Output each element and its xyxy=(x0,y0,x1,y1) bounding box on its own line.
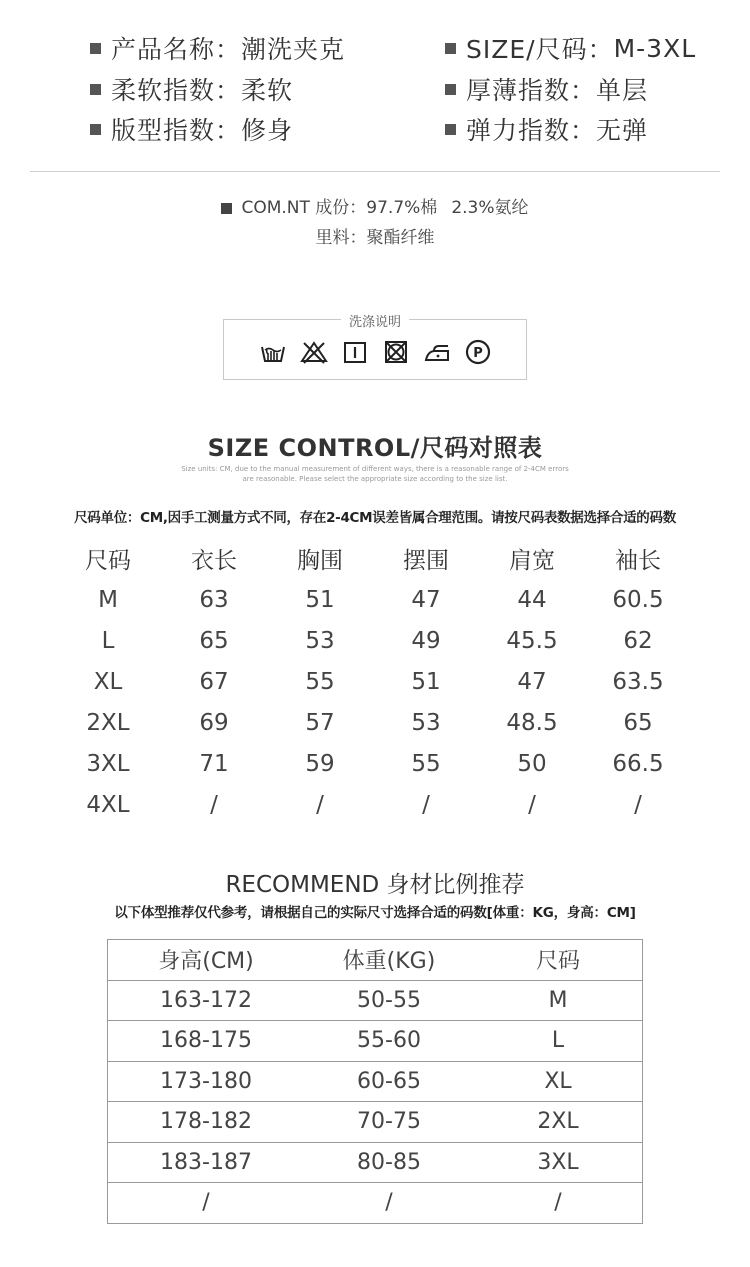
table-cell: 49 xyxy=(411,627,441,654)
dry-clean-p-icon xyxy=(464,338,492,366)
table-row xyxy=(55,661,691,702)
table-row xyxy=(108,981,642,1022)
hang-dry-icon xyxy=(341,338,369,366)
composition-lining: 里料：聚酯纤维 xyxy=(315,228,435,248)
recommend-header-cell: 身高(CM) xyxy=(158,949,254,975)
do-not-bleach-icon xyxy=(300,338,328,366)
recommend-table-header xyxy=(108,940,642,981)
size-control-subtitle-line: Size units: CM, due to the manual measurement of different ways, there is a reasonable range of 2-4CM errors xyxy=(181,465,569,473)
size-control-subtitle xyxy=(0,464,750,484)
table-cell: / xyxy=(210,791,218,818)
composition-spandex: 2.3%氨纶 xyxy=(451,198,529,218)
table-cell: 55-60 xyxy=(357,1028,421,1054)
spec-key: SIZE/尺码： xyxy=(466,35,614,64)
table-cell: 3XL xyxy=(537,1149,579,1175)
size-table-header-cell: 胸围 xyxy=(297,548,343,574)
bullet-square-icon xyxy=(221,203,232,214)
spec-key: 弹力指数： xyxy=(466,116,597,145)
iron-low-icon xyxy=(423,338,451,366)
composition-cotton: 97.7%棉 xyxy=(366,198,438,218)
table-row xyxy=(55,702,691,743)
table-row xyxy=(55,784,691,825)
table-cell: 63 xyxy=(199,586,229,613)
table-cell: 50 xyxy=(517,750,547,777)
table-cell: 51 xyxy=(305,586,335,613)
table-cell: 51 xyxy=(411,668,441,695)
hand-wash-icon xyxy=(259,338,287,366)
recommend-note: 以下体型推荐仅代参考，请根据自己的实际尺寸选择合适的码数[体重：KG，身高：CM] xyxy=(114,905,636,921)
table-cell: 65 xyxy=(199,627,229,654)
spec-value: 潮洗夹克 xyxy=(241,35,346,64)
table-cell: L xyxy=(551,1028,565,1054)
spec-product-name xyxy=(90,28,345,68)
table-row xyxy=(55,620,691,661)
size-control-note: 尺码单位：CM,因手工测量方式不同，存在2-4CM误差皆属合理范围。请按尺码表数据选择合适的码数 xyxy=(74,510,676,526)
table-cell: 4XL xyxy=(86,791,130,818)
table-cell: 47 xyxy=(517,668,547,695)
washing-instructions xyxy=(223,315,527,380)
composition xyxy=(0,193,750,253)
table-cell: 173-180 xyxy=(160,1068,252,1094)
bullet-square-icon xyxy=(90,84,101,95)
size-table-header-cell: 袖长 xyxy=(615,548,661,574)
table-cell: M xyxy=(548,987,568,1013)
spec-value: 柔软 xyxy=(241,76,294,105)
recommend-table xyxy=(107,939,643,1224)
recommend-title: RECOMMEND 身材比例推荐 xyxy=(225,872,525,898)
do-not-tumble-dry-icon xyxy=(382,338,410,366)
table-cell: 44 xyxy=(517,586,547,613)
table-cell: / xyxy=(316,791,324,818)
spec-fit xyxy=(90,109,293,149)
recommend-header-cell: 体重(KG) xyxy=(342,949,436,975)
table-cell: 60.5 xyxy=(612,586,664,613)
spec-key: 柔软指数： xyxy=(111,76,242,105)
table-cell: 53 xyxy=(411,709,441,736)
table-cell: 66.5 xyxy=(612,750,664,777)
spec-value: M-3XL xyxy=(613,33,697,63)
spec-value: 修身 xyxy=(241,116,294,145)
size-table-header xyxy=(55,538,691,579)
table-cell: 60-65 xyxy=(357,1068,421,1094)
table-cell: / xyxy=(554,1190,562,1216)
table-cell: 63.5 xyxy=(612,668,664,695)
composition-label: COM.NT 成份： xyxy=(241,198,367,218)
table-cell: / xyxy=(634,791,642,818)
spec-key: 产品名称： xyxy=(111,35,242,64)
table-cell: 62 xyxy=(623,627,653,654)
table-cell: 69 xyxy=(199,709,229,736)
table-cell: 59 xyxy=(305,750,335,777)
recommend-header-cell: 尺码 xyxy=(535,949,580,975)
divider xyxy=(30,171,720,172)
table-cell: 55 xyxy=(305,668,335,695)
table-cell: 3XL xyxy=(86,750,130,777)
table-cell: XL xyxy=(544,1068,572,1094)
table-cell: / xyxy=(422,791,430,818)
table-cell: 53 xyxy=(305,627,335,654)
table-cell: 70-75 xyxy=(357,1109,421,1135)
spec-thickness xyxy=(445,69,648,109)
table-cell: 71 xyxy=(199,750,229,777)
table-row xyxy=(108,1062,642,1103)
table-cell: XL xyxy=(93,668,123,695)
bullet-square-icon xyxy=(445,124,456,135)
table-row xyxy=(108,1183,642,1224)
table-cell: 57 xyxy=(305,709,335,736)
bullet-square-icon xyxy=(90,124,101,135)
size-table-header-cell: 尺码 xyxy=(85,548,131,574)
bullet-square-icon xyxy=(445,84,456,95)
size-table-header-cell: 肩宽 xyxy=(509,548,555,574)
table-row xyxy=(108,1143,642,1184)
table-cell: 67 xyxy=(199,668,229,695)
table-cell: 168-175 xyxy=(160,1028,252,1054)
table-cell: 50-55 xyxy=(357,987,421,1013)
spec-softness xyxy=(90,69,293,109)
product-specs xyxy=(0,22,750,145)
table-cell: 45.5 xyxy=(506,627,558,654)
spec-value: 无弹 xyxy=(596,116,649,145)
table-cell: 183-187 xyxy=(160,1149,252,1175)
table-cell: L xyxy=(101,627,115,654)
table-cell: 55 xyxy=(411,750,441,777)
size-control-title: SIZE CONTROL/尺码对照表 xyxy=(207,434,543,462)
table-row xyxy=(55,579,691,620)
spec-value: 单层 xyxy=(596,76,649,105)
bullet-square-icon xyxy=(445,43,456,54)
svg-text:P: P xyxy=(472,346,483,361)
table-cell: 80-85 xyxy=(357,1149,421,1175)
table-cell: 163-172 xyxy=(160,987,252,1013)
spec-size-range xyxy=(445,28,696,68)
spec-key: 版型指数： xyxy=(111,116,242,145)
spec-elasticity xyxy=(445,109,648,149)
bullet-square-icon xyxy=(90,43,101,54)
table-cell: / xyxy=(202,1190,210,1216)
size-control-subtitle-line: are reasonable. Please select the appropriate size according to the size list. xyxy=(242,475,508,483)
table-cell: M xyxy=(98,586,118,613)
washing-label: 洗涤说明 xyxy=(341,311,409,330)
table-cell: / xyxy=(528,791,536,818)
size-table xyxy=(55,538,691,825)
table-cell: 2XL xyxy=(86,709,130,736)
table-row xyxy=(55,743,691,784)
table-cell: 178-182 xyxy=(160,1109,252,1135)
table-cell: / xyxy=(385,1190,393,1216)
table-row xyxy=(108,1102,642,1143)
table-cell: 2XL xyxy=(537,1109,579,1135)
table-row xyxy=(108,1021,642,1062)
size-table-header-cell: 衣长 xyxy=(191,548,237,574)
table-cell: 65 xyxy=(623,709,653,736)
spec-key: 厚薄指数： xyxy=(466,76,597,105)
table-cell: 47 xyxy=(411,586,441,613)
size-table-header-cell: 摆围 xyxy=(403,548,449,574)
table-cell: 48.5 xyxy=(506,709,558,736)
